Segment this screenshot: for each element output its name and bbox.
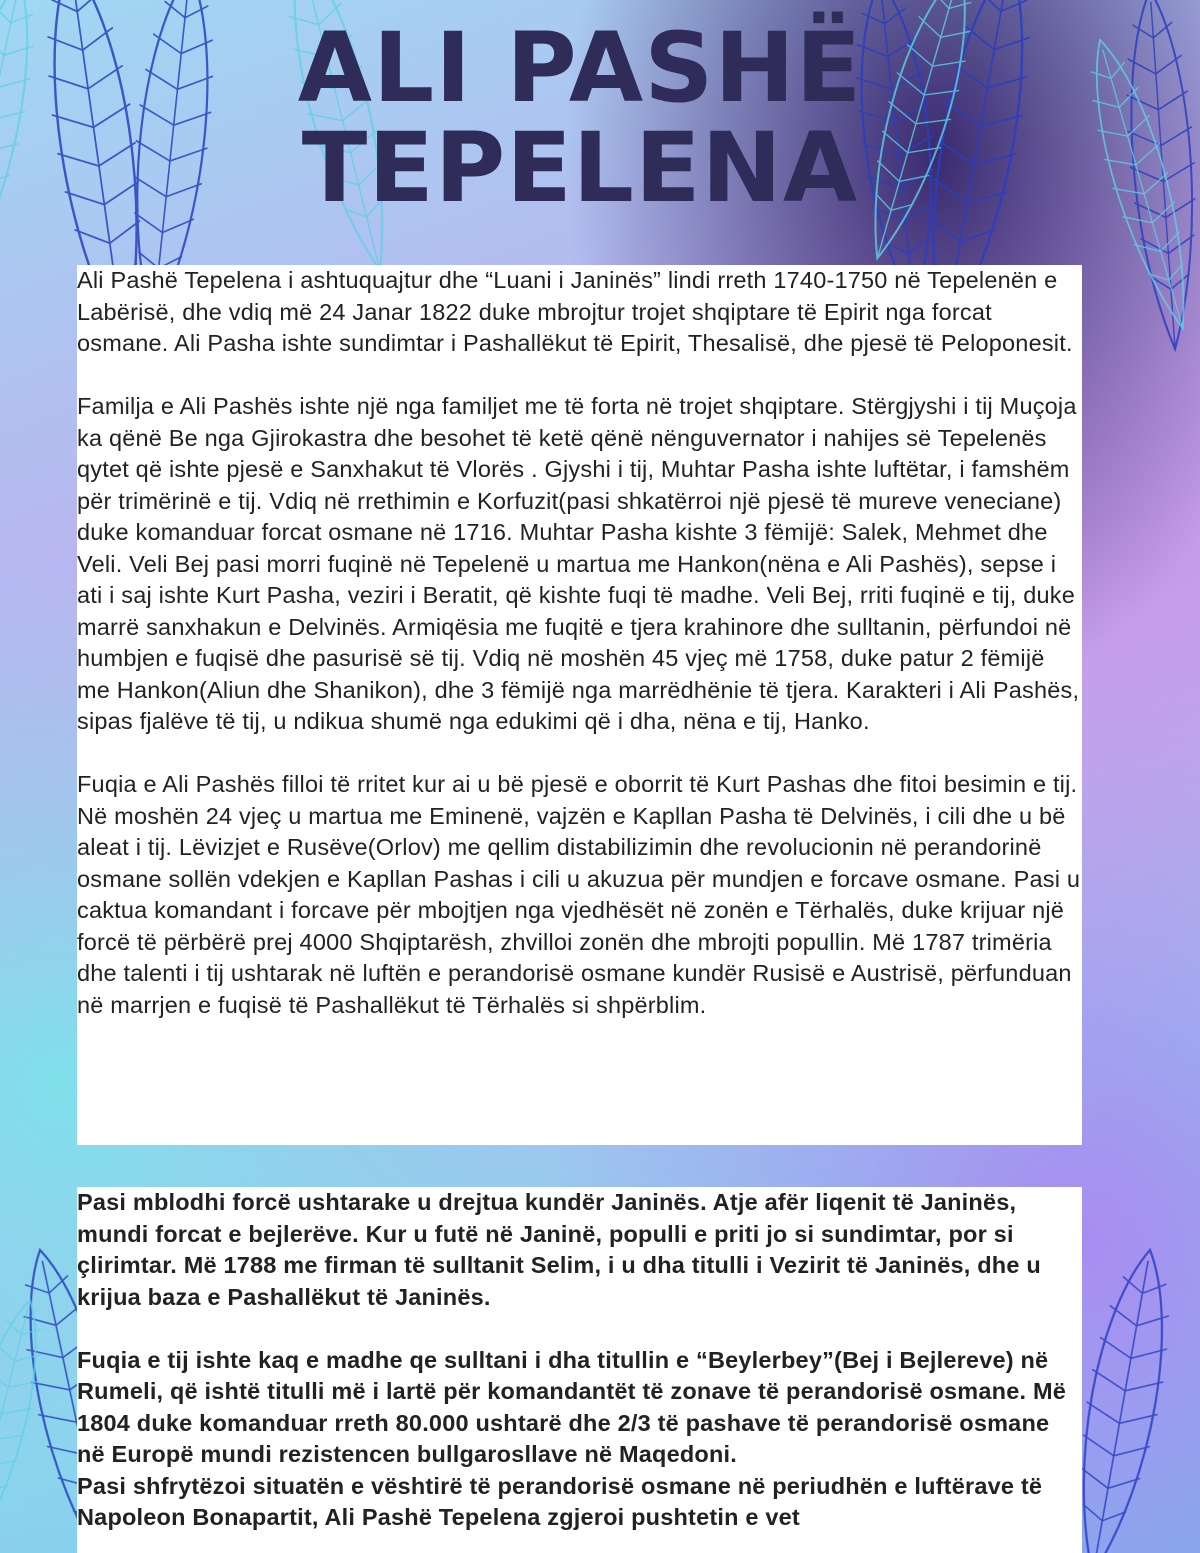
title-line-2: TEPELENA bbox=[301, 112, 859, 224]
title-line-1: ALI PASHË bbox=[297, 12, 863, 124]
paragraph-birth: Ali Pashë Tepelena i ashtuquajtur dhe “Luani i Janinës” lindi rreth 1740-1750 në Tepelenën e Labërisë, dhe vdiq më 24 Janar 1822 duke mbrojtur trojet shqiptare të Epirit nga forcat osmane. Ali Pasha ishte sundimtar i Pashallëkut të Epirit, Thesalisë, dhe pjesë të Peloponesit. bbox=[77, 267, 1073, 356]
biography-text-section-1 bbox=[77, 265, 1082, 1145]
biography-text-section-2 bbox=[77, 1187, 1082, 1553]
paragraph-napoleon-wars: Pasi shfrytëzoi situatën e vështirë të perandorisë osmane në periudhën e luftërave të Napoleon Bonapartit, Ali Pashë Tepelena zgjeroi pushtetin e vet bbox=[77, 1472, 1043, 1530]
paragraph-rise-to-power: Fuqia e Ali Pashës filloi të rritet kur ai u bë pjesë e oborrit të Kurt Pashas dhe fitoi besimin e tij. Në moshën 24 vjeç u martua me Eminenë, vajzën e Kapllan Pasha të Delvinës, i cili dhe u bë aleat i tij. Lëvizjet e Rusëve(Orlov) me qellim distabilizimin dhe revolucionin në perandorinë osmane sollën vdekjen e Kapllan Pashas i cili u akuzua për mundjen e forcave osmane. Pasi u caktua komandant i forcave për mbojtjen nga vjedhësët në zonën e Tërhalës, duke krijuar një forcë të përbërë prej 4000 Shqiptarësh, zhvilloi zonën dhe mbrojti popullin. Më 1787 trimëria dhe talenti i tij ushtarak në luftën e perandorisë osmane kundër Rusisë e Austrisë, përfunduan në marrjen e fuqisë të Pashallëkut të Tërhalës si shpërblim. bbox=[77, 771, 1081, 1018]
paragraph-janina: Pasi mblodhi forcë ushtarake u drejtua kundër Janinës. Atje afër liqenit të Janinës, mundi forcat e bejlerëve. Kur u futë në Janinë, populli e priti jo si sundimtar, por si çlirimtar. Më 1788 me firman të sulltanit Selim, i u dha titulli i Vezirit të Janinës, dhe u krijua baza e Pashallëkut të Janinës. bbox=[77, 1189, 1041, 1310]
paragraph-family: Familja e Ali Pashës ishte një nga familjet me të forta në trojet shqiptare. Stërgjyshi i tij Muçoja ka qënë Be nga Gjirokastra dhe besohet të ketë qënë nënguvernator i nahijes së Tepelenës qytet që ishte pjesë e Sanxhakut të Vlorës . Gjyshi i tij, Muhtar Pasha ishte luftëtar, i famshëm për trimërinë e tij. Vdiq në rrethimin e Korfuzit(pasi shkatërroi një pjesë të mureve veneciane) duke komanduar forcat osmane në 1716. Muhtar Pasha kishte 3 fëmijë: Salek, Mehmet dhe Veli. Veli Bej pasi morri fuqinë në Tepelenë u martua me Hankon(nëna e Ali Pashës), sepse i ati i saj ishte Kurt Pasha, veziri i Beratit, që kishte fuqi të madhe. Veli Bej, rriti fuqinë e tij, duke marrë sanxhakun e Delvinës. Armiqësia me fuqitë e tjera krahinore dhe sulltanin, përfundoi në humbjen e fuqisë dhe pasurisë së tij. Vdiq në moshën 45 vjeç më 1758, duke patur 2 fëmijë me Hankon(Aliun dhe Shanikon), dhe 3 fëmijë nga marrëdhënie të tjera. Karakteri i Ali Pashës, sipas fjalëve të tij, u ndikua shumë nga edukimi që i dha, nëna e tij, Hanko. bbox=[77, 393, 1080, 734]
paragraph-beylerbey: Fuqia e tij ishte kaq e madhe qe sulltani i dha titullin e “Beylerbey”(Bej i Bejlereve) në Rumeli, që ishtë titulli më i lartë për komandantët të zonave të perandorisë osmane. Më 1804 duke komanduar rreth 80.000 ushtarë dhe 2/3 të pashave të perandorisë osmane në Europë mundi rezistencen bullgarosllave në Maqedoni. bbox=[77, 1346, 1066, 1467]
page-title bbox=[290, 12, 870, 224]
